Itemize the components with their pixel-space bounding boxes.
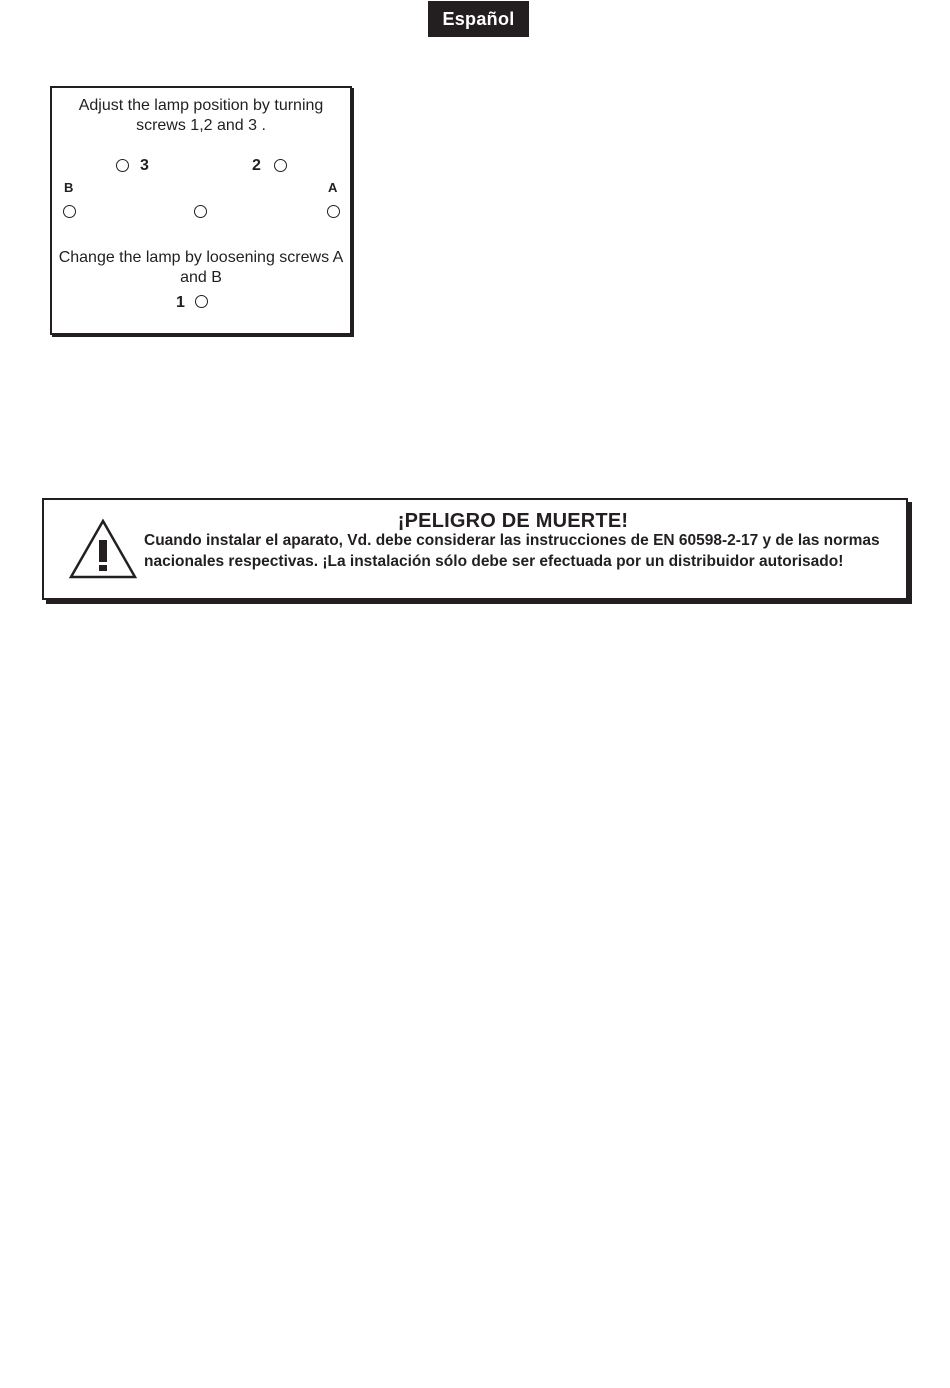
screw-a-circle (327, 205, 340, 218)
language-tab: Español (428, 1, 529, 37)
screw-3-circle (116, 159, 129, 172)
lamp-adjustment-diagram (50, 86, 352, 335)
screw-b-circle (63, 205, 76, 218)
danger-warning-box (42, 498, 908, 600)
center-screw-circle (194, 205, 207, 218)
screw-2-circle (274, 159, 287, 172)
screw-a-label: A (328, 180, 338, 195)
screw-3-label: 3 (140, 157, 149, 174)
screw-b-label: B (64, 180, 74, 195)
adjust-instruction: Adjust the lamp position by turning screws 1,2 and 3 . (78, 97, 324, 134)
warning-title: ¡PELIGRO DE MUERTE! (397, 510, 629, 532)
screw-1-label: 1 (176, 294, 185, 311)
change-instruction: Change the lamp by loosening screws A and B (58, 249, 344, 286)
warning-body: Cuando instalar el aparato, Vd. debe considerar las instrucciones de EN 60598-2-17 y de las normas nacionales respectivas. ¡La instalación sólo debe ser efectuada por un distribuidor autorisado! (144, 532, 880, 570)
screw-1-circle (195, 295, 208, 308)
screw-2-label: 2 (252, 157, 261, 174)
